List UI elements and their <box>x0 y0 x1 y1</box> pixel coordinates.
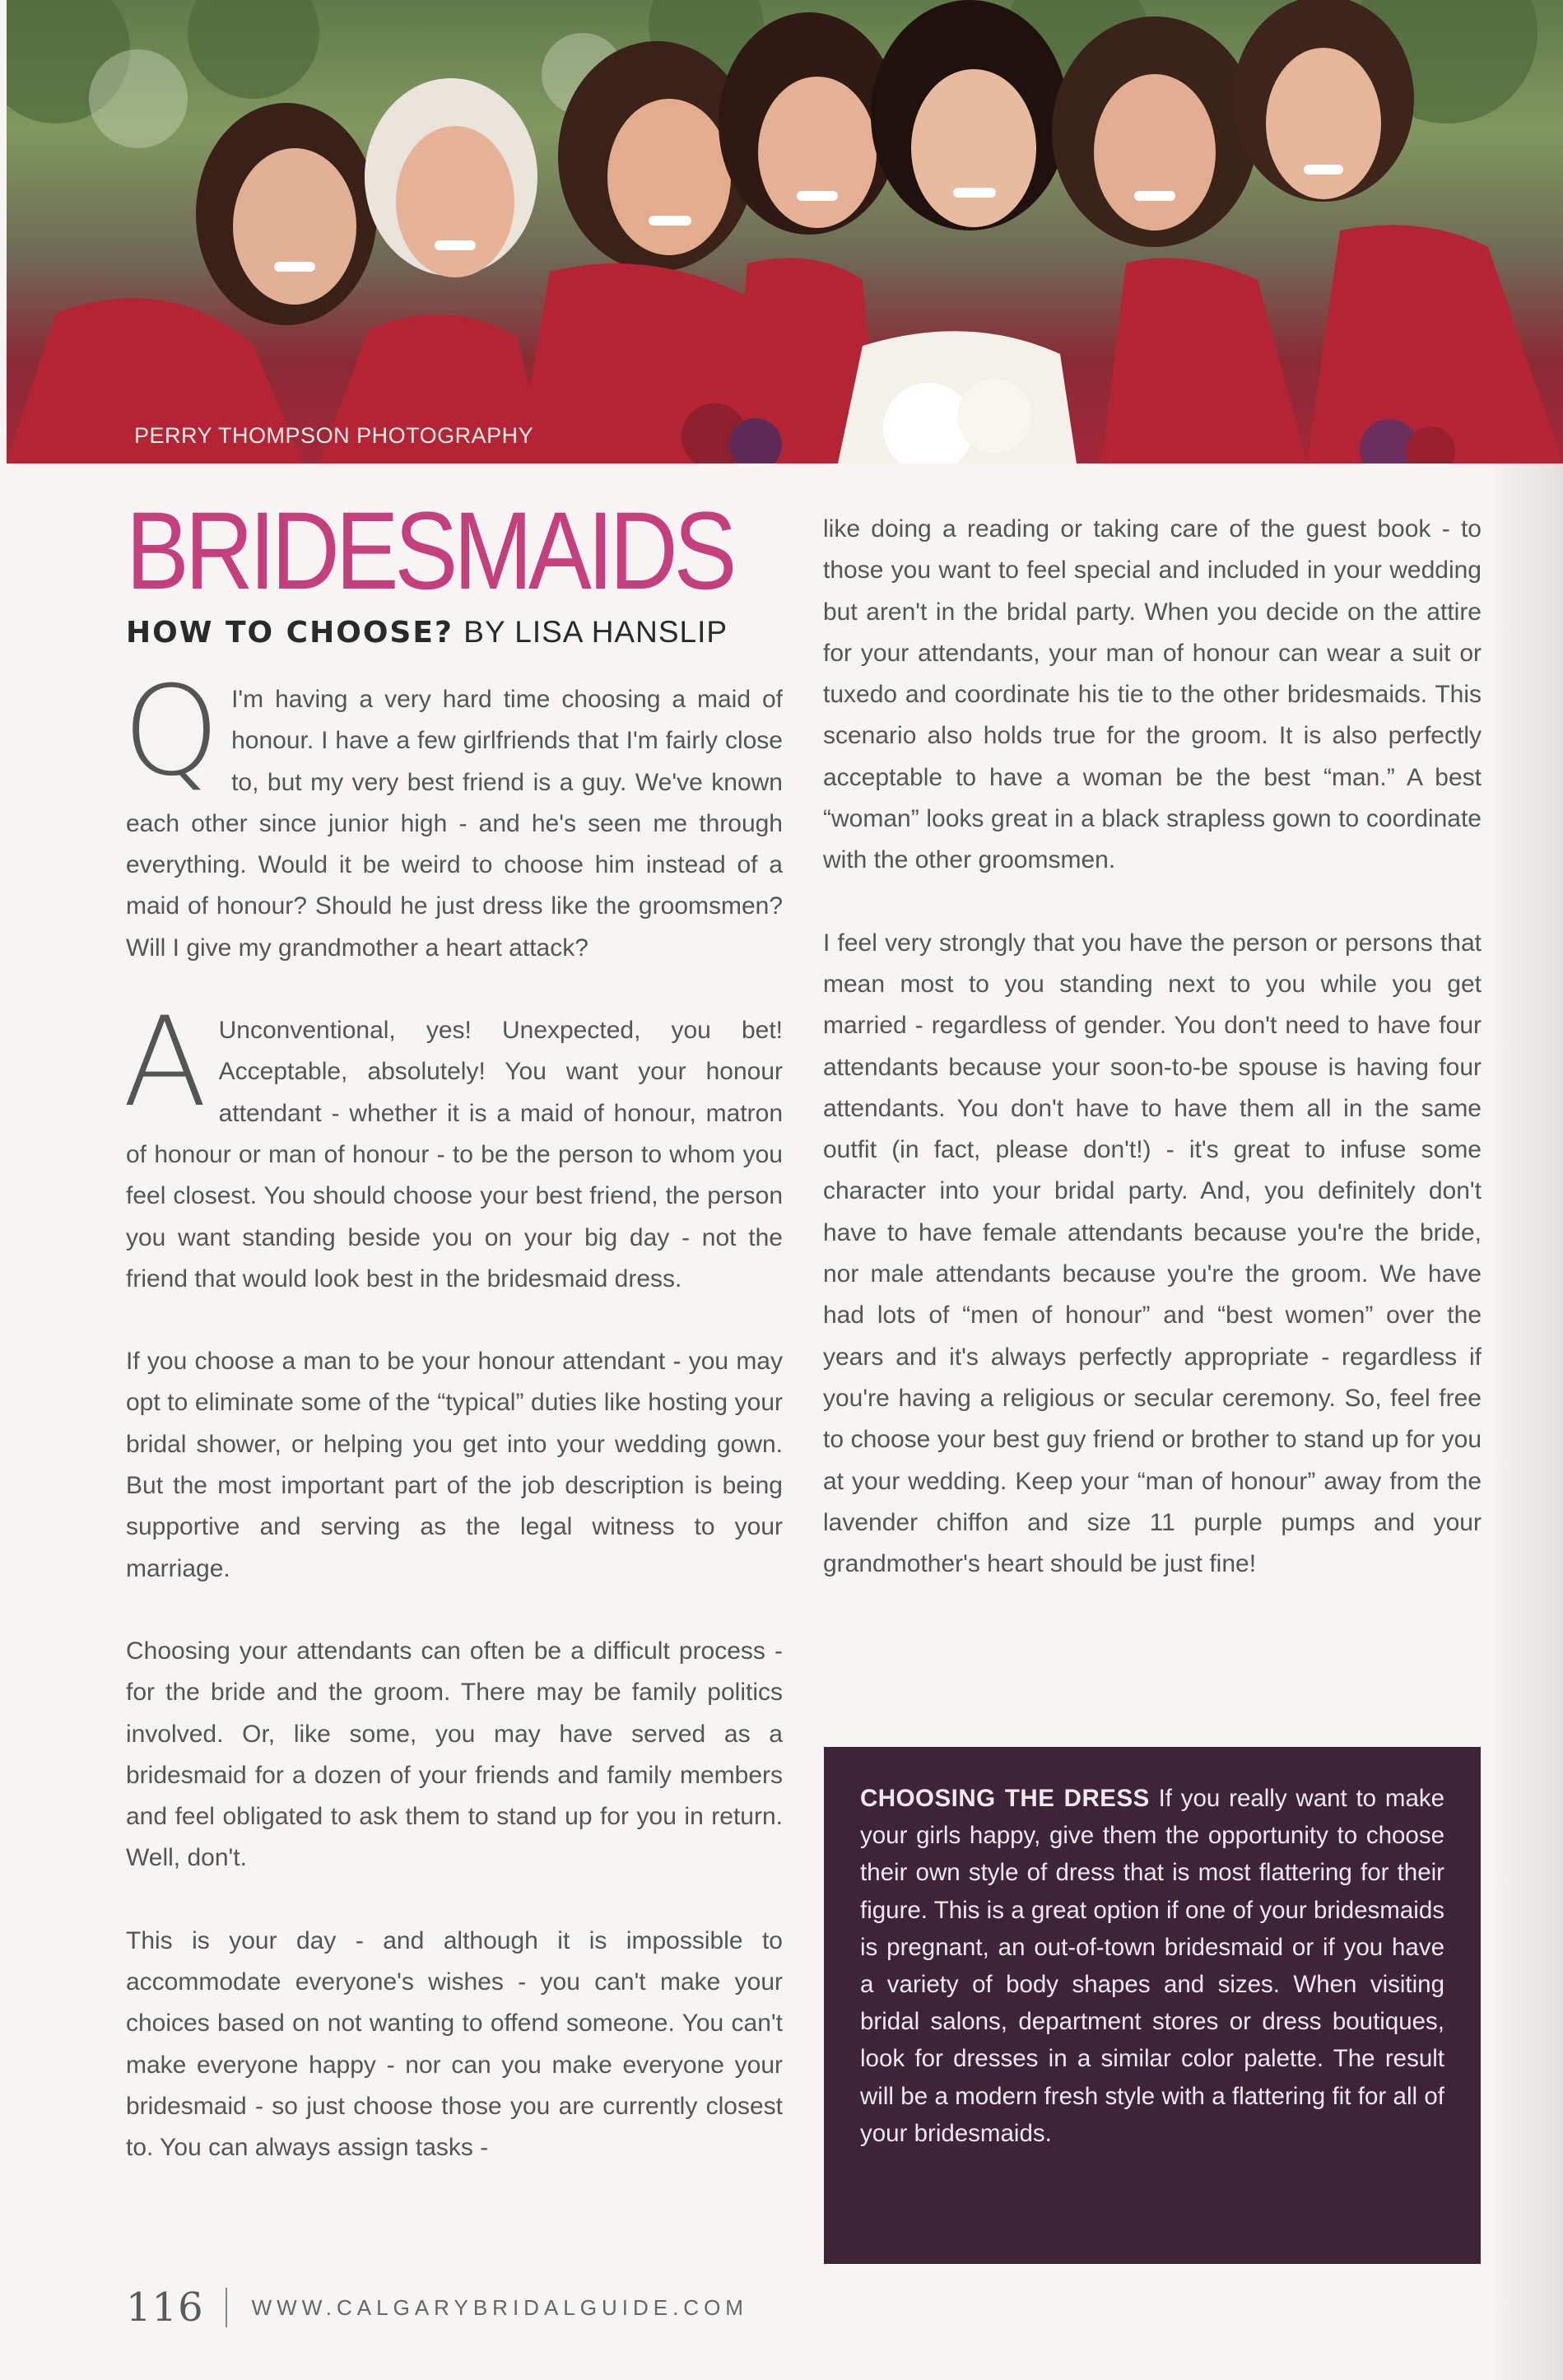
author-byline: BY LISA HANSLIP <box>463 615 728 649</box>
answer-paragraph-4: This is your day - and although it is impossible to accommodate everyone's wishes - you can't make your choices based on not wanting to offend someone. You can't make everyone happy - nor can you make everyone your bridesmaid - so just choose those you are currently closest to. You can always assign tasks - <box>126 1926 783 2162</box>
article-title: BRIDESMAIDS <box>126 490 733 612</box>
sidebar-choosing-the-dress <box>824 1747 1481 2264</box>
page-footer <box>126 2279 748 2336</box>
page-number: 116 <box>126 2285 204 2331</box>
answer-paragraph-3: Choosing your attendants can often be a difficult process - for the bride and the groom. There may be family politics involved. Or, like some, you may have served as a bridesmaid for a dozen of your friends and family members and feel obligated to ask them to stand up for you in return. Well, don't. <box>126 1637 783 1872</box>
article-subtitle <box>126 611 783 654</box>
sidebar-heading: CHOOSING THE DRESS <box>860 1785 1150 1812</box>
reader-question <box>123 660 783 969</box>
answer-text-1: Unconventional, yes! Unexpected, you bet! Acceptable, absolutely! You want your honour attendant - whether it is a maid of honour, matron of honour or man of honour - to be the person to whom you feel closest. You should choose your best friend, the person you want standing beside you on your big day - not the friend that would look best in the bridesmaid dress. <box>126 1017 783 1292</box>
answer-paragraph-5: like doing a reading or taking care of the guest book - to those you want to feel special and included in your wedding but aren't in the bridal party. When you decide on the attire for your attendants, your man of honour can wear a suit or tuxedo and coordinate his tie to the other bridesmaids. This scenario also holds true for the groom. It is also perfectly acceptable to have a woman be the best “man.” A best “woman” looks great in a black strapless gown to coordinate with the other groomsmen. <box>823 515 1482 874</box>
article-right-column <box>823 509 1482 1626</box>
answer-dropcap: A <box>123 991 207 1135</box>
website-url: WWW.CALGARYBRIDALGUIDE.COM <box>251 2294 748 2320</box>
question-text: I'm having a very hard time choosing a maid of honour. I have a few girlfriends that I'm fairly close to, but my very best friend is a guy. We've known each other since junior high - and he's seen me through everything. Would it be weird to choose him instead of a maid of honour? Should he just dress like the groomsmen? Will I give my grandmother a heart attack? <box>126 686 783 962</box>
footer-divider <box>226 2288 227 2327</box>
answer-paragraph-6: I feel very strongly that you have the person or persons that mean most to you standing next to you while you get married - regardless of gender. You don't need to have four attendants because your soon-to-be spouse is having four attendants. You don't have to have them all in the same outfit (in fact, please don't!) - it's great to infuse some character into your bridal party. And, you definitely don't have to have female attendants because you're the bride, nor male attendants because you're the groom. We have had lots of “men of honour” and “best women” over the years and it's always perfectly appropriate - regardless if you're having a religious or secular ceremony. So, feel free to choose your best guy friend or brother to stand up for you at your wedding. Keep your “man of honour” away from the lavender chiffon and size 11 purple pumps and your grandmother's heart should be just fine! <box>823 929 1482 1578</box>
article-left-column <box>123 490 783 2210</box>
bridesmaids-photo <box>7 0 1563 463</box>
photo-credit: PERRY THOMPSON PHOTOGRAPHY <box>134 423 534 448</box>
answer-paragraph-1 <box>123 991 783 1300</box>
sidebar-text <box>860 1780 1444 2152</box>
answer-paragraph-2: If you choose a man to be your honour attendant - you may opt to eliminate some of the “typical” duties like hosting your bridal shower, or helping you get into your wedding gown. But the most important part of the job description is being supportive and serving as the legal witness to your marriage. <box>126 1348 783 1582</box>
sidebar-body: If you really want to make your girls happy, give them the opportunity to choose their own style of dress that is most flattering for their figure. This is a great option if one of your bridesmaids is pregnant, an out-of-town bridesmaid or if you have a variety of body shapes and sizes. When visiting bridal salons, department stores or dress boutiques, look for dresses in a similar color palette. The result will be a modern fresh style with a flattering fit for all of your bridesmaids. <box>860 1785 1445 2147</box>
photo-illustration <box>7 0 1563 463</box>
subtitle-question: HOW TO CHOOSE? <box>126 616 454 650</box>
question-dropcap: Q <box>123 660 221 803</box>
